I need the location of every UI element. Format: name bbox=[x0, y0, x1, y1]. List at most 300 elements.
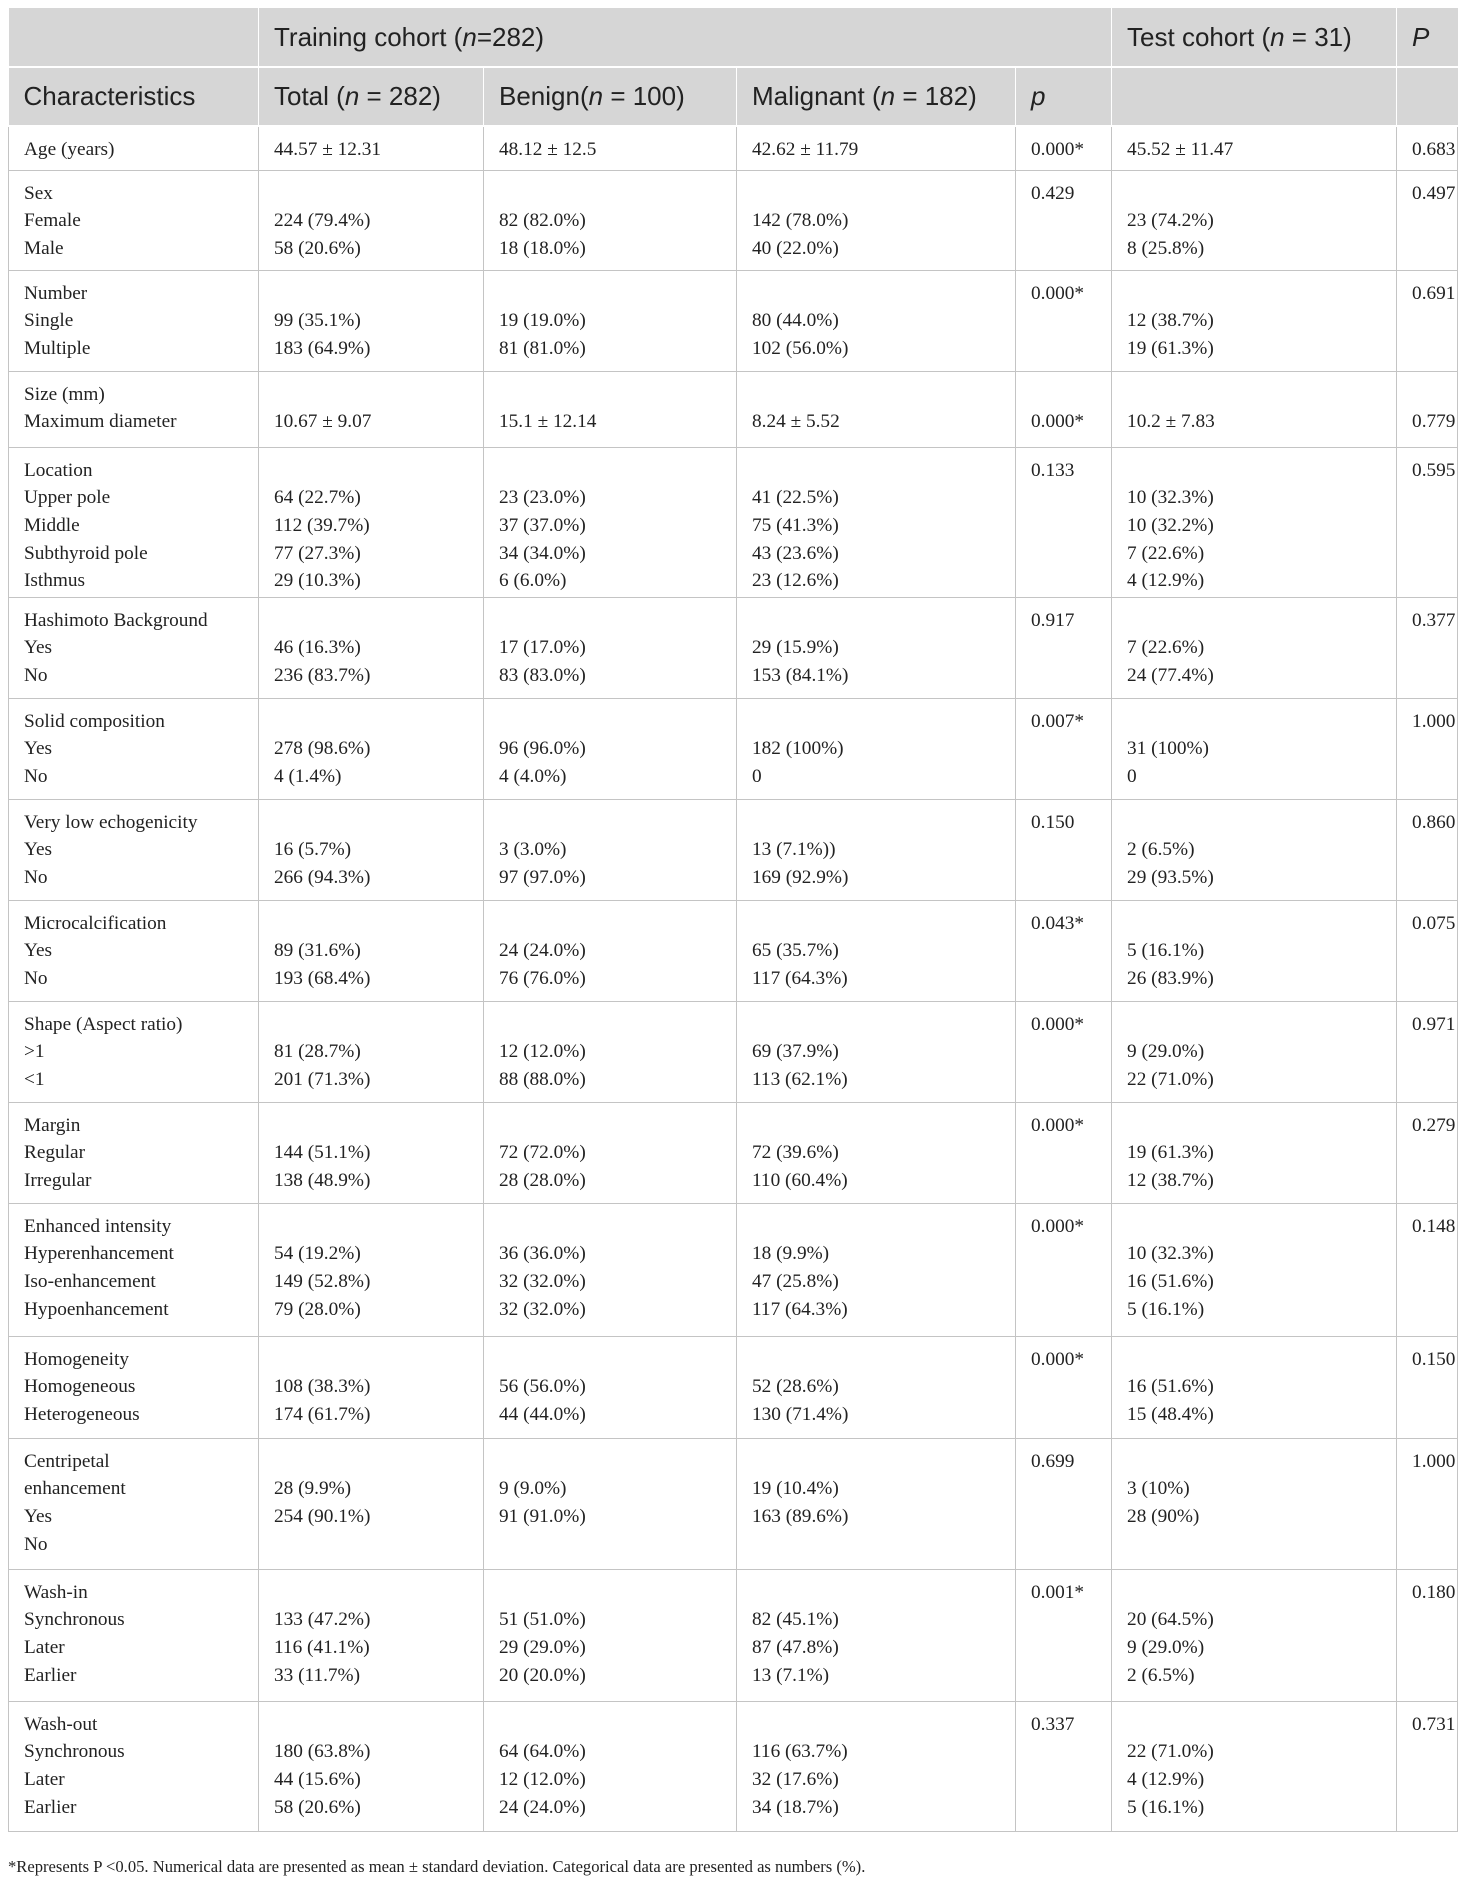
test-cell-line: 10 (32.2%) bbox=[1127, 514, 1214, 536]
total-cell bbox=[259, 447, 484, 597]
total-cell-line: 201 (71.3%) bbox=[274, 1068, 371, 1090]
total-cell bbox=[259, 371, 484, 447]
characteristic-cell-line: Subthyroid pole bbox=[24, 542, 148, 564]
benign-cell-line: 12 (12.0%) bbox=[499, 1041, 586, 1063]
characteristic-cell-line: Hashimoto Background bbox=[24, 609, 208, 631]
benign-cell-line: 24 (24.0%) bbox=[499, 1796, 586, 1818]
characteristic-cell-line: Wash-out bbox=[24, 1713, 98, 1735]
p-test-cell: 1.000 bbox=[1397, 1438, 1458, 1569]
malignant-cell bbox=[737, 1001, 1016, 1102]
table-row bbox=[9, 799, 1458, 900]
header-test-cohort: Test cohort (n = 31) bbox=[1112, 8, 1397, 67]
benign-cell-line: 96 (96.0%) bbox=[499, 738, 586, 760]
malignant-cell-line: 41 (22.5%) bbox=[752, 487, 839, 509]
table-row bbox=[9, 170, 1458, 270]
test-cell-line: 9 (29.0%) bbox=[1127, 1636, 1205, 1658]
total-cell bbox=[259, 1001, 484, 1102]
p-test-cell: 0.148 bbox=[1397, 1203, 1458, 1336]
test-cell-line: 8 (25.8%) bbox=[1127, 237, 1205, 259]
header-test-blank bbox=[1112, 67, 1397, 126]
characteristic-cell-line: Earlier bbox=[24, 1664, 77, 1686]
malignant-cell-line: 72 (39.6%) bbox=[752, 1142, 839, 1164]
characteristic-cell-line: Earlier bbox=[24, 1796, 77, 1818]
benign-cell-line: 29 (29.0%) bbox=[499, 1636, 586, 1658]
benign-cell-line: 19 (19.0%) bbox=[499, 310, 586, 332]
test-cell bbox=[1112, 1203, 1397, 1336]
characteristic-cell bbox=[9, 126, 259, 170]
test-cell bbox=[1112, 1336, 1397, 1438]
benign-cell-line: 34 (34.0%) bbox=[499, 542, 586, 564]
characteristic-cell-line: Single bbox=[24, 310, 74, 332]
benign-cell-line: 51 (51.0%) bbox=[499, 1609, 586, 1631]
test-cell-line: 26 (83.9%) bbox=[1127, 967, 1214, 989]
malignant-cell bbox=[737, 1701, 1016, 1831]
benign-cell-line: 28 (28.0%) bbox=[499, 1169, 586, 1191]
total-cell bbox=[259, 1701, 484, 1831]
benign-cell bbox=[484, 1438, 737, 1569]
malignant-cell bbox=[737, 799, 1016, 900]
characteristic-cell-line: Age (years) bbox=[24, 139, 115, 160]
total-cell-line: 81 (28.7%) bbox=[274, 1041, 361, 1063]
malignant-cell-line: 80 (44.0%) bbox=[752, 310, 839, 332]
p-test-cell: 0.683 bbox=[1397, 126, 1458, 170]
table-header bbox=[9, 8, 1458, 126]
test-cell-line: 22 (71.0%) bbox=[1127, 1068, 1214, 1090]
malignant-cell-line: 75 (41.3%) bbox=[752, 514, 839, 536]
test-cell-line: 28 (90%) bbox=[1127, 1505, 1200, 1527]
characteristic-cell-line: Yes bbox=[24, 940, 53, 962]
test-cell bbox=[1112, 270, 1397, 371]
test-cell-line: 4 (12.9%) bbox=[1127, 570, 1205, 592]
malignant-cell-line: 65 (35.7%) bbox=[752, 940, 839, 962]
malignant-cell-line: 110 (60.4%) bbox=[752, 1169, 848, 1191]
malignant-cell bbox=[737, 270, 1016, 371]
test-cell-line: 12 (38.7%) bbox=[1127, 1169, 1214, 1191]
p-test-cell: 0.279 bbox=[1397, 1102, 1458, 1203]
benign-cell-line: 24 (24.0%) bbox=[499, 940, 586, 962]
test-cell-line: 19 (61.3%) bbox=[1127, 1142, 1214, 1164]
total-cell-line: 33 (11.7%) bbox=[274, 1664, 361, 1686]
malignant-cell-line: 82 (45.1%) bbox=[752, 1609, 839, 1631]
table-row bbox=[9, 900, 1458, 1001]
header-benign: Benign(n = 100) bbox=[484, 67, 737, 126]
benign-cell-line: 72 (72.0%) bbox=[499, 1142, 586, 1164]
benign-cell-line: 56 (56.0%) bbox=[499, 1376, 586, 1398]
table-row bbox=[9, 1001, 1458, 1102]
characteristic-cell-line: Synchronous bbox=[24, 1741, 125, 1763]
total-cell-line: 79 (28.0%) bbox=[274, 1298, 361, 1320]
malignant-cell-line: 32 (17.6%) bbox=[752, 1768, 839, 1790]
benign-cell-line: 88 (88.0%) bbox=[499, 1068, 586, 1090]
test-cell bbox=[1112, 1438, 1397, 1569]
benign-cell bbox=[484, 270, 737, 371]
p-test-cell: 0.150 bbox=[1397, 1336, 1458, 1438]
p-test-cell: 0.731 bbox=[1397, 1701, 1458, 1831]
total-cell bbox=[259, 170, 484, 270]
test-cell-line: 9 (29.0%) bbox=[1127, 1041, 1205, 1063]
header-malignant: Malignant (n = 182) bbox=[737, 67, 1016, 126]
total-cell-line: 58 (20.6%) bbox=[274, 237, 361, 259]
benign-cell bbox=[484, 698, 737, 799]
characteristic-cell-line: Homogeneous bbox=[24, 1376, 136, 1398]
total-cell-line: 77 (27.3%) bbox=[274, 542, 361, 564]
p-test-cell: 0.497 bbox=[1397, 170, 1458, 270]
total-cell-line: 44.57 ± 12.31 bbox=[274, 139, 381, 160]
malignant-cell-line: 117 (64.3%) bbox=[752, 967, 848, 989]
p-training-cell: 0.000* bbox=[1016, 1001, 1112, 1102]
characteristic-cell-line: Maximum diameter bbox=[24, 411, 177, 433]
header-row-columns bbox=[9, 67, 1458, 126]
header-p-test: P bbox=[1397, 8, 1458, 67]
characteristic-cell-line: Centripetal bbox=[24, 1450, 110, 1472]
malignant-cell bbox=[737, 371, 1016, 447]
characteristic-cell-line: Solid composition bbox=[24, 710, 165, 732]
benign-cell-line: 91 (91.0%) bbox=[499, 1505, 586, 1527]
characteristic-cell-line: Upper pole bbox=[24, 487, 111, 509]
total-cell bbox=[259, 1569, 484, 1701]
characteristic-cell-line: No bbox=[24, 664, 48, 686]
p-training-cell: 0.337 bbox=[1016, 1701, 1112, 1831]
p-training-cell: 0.043* bbox=[1016, 900, 1112, 1001]
benign-cell bbox=[484, 170, 737, 270]
total-cell bbox=[259, 597, 484, 698]
total-cell-line: 46 (16.3%) bbox=[274, 637, 361, 659]
test-cell bbox=[1112, 1102, 1397, 1203]
benign-cell-line: 64 (64.0%) bbox=[499, 1741, 586, 1763]
characteristic-cell-line: Yes bbox=[24, 839, 53, 861]
characteristic-cell-line: Yes bbox=[24, 738, 53, 760]
malignant-cell-line: 69 (37.9%) bbox=[752, 1041, 839, 1063]
table-row bbox=[9, 270, 1458, 371]
benign-cell-line: 82 (82.0%) bbox=[499, 210, 586, 232]
characteristic-cell-line: Isthmus bbox=[24, 570, 86, 592]
characteristic-cell bbox=[9, 799, 259, 900]
total-cell-line: 224 (79.4%) bbox=[274, 210, 371, 232]
total-cell-line: 116 (41.1%) bbox=[274, 1636, 370, 1658]
total-cell-line: 278 (98.6%) bbox=[274, 738, 371, 760]
benign-cell bbox=[484, 447, 737, 597]
benign-cell-line: 12 (12.0%) bbox=[499, 1768, 586, 1790]
header-total: Total (n = 282) bbox=[259, 67, 484, 126]
test-cell-line: 5 (16.1%) bbox=[1127, 940, 1205, 962]
characteristic-cell-line: Yes bbox=[24, 1505, 53, 1527]
header-p-blank bbox=[1397, 67, 1458, 126]
p-test-cell: 1.000 bbox=[1397, 698, 1458, 799]
test-cell-line: 31 (100%) bbox=[1127, 738, 1209, 760]
table-container bbox=[8, 8, 1456, 1832]
test-cell bbox=[1112, 371, 1397, 447]
malignant-cell-line: 29 (15.9%) bbox=[752, 637, 839, 659]
total-cell bbox=[259, 1203, 484, 1336]
characteristic-cell-line: Margin bbox=[24, 1114, 81, 1136]
p-training-cell: 0.699 bbox=[1016, 1438, 1112, 1569]
total-cell-line: 16 (5.7%) bbox=[274, 839, 352, 861]
malignant-cell bbox=[737, 597, 1016, 698]
malignant-cell-line: 102 (56.0%) bbox=[752, 337, 849, 359]
p-training-cell: 0.000* bbox=[1016, 371, 1112, 447]
malignant-cell-line: 47 (25.8%) bbox=[752, 1270, 839, 1292]
benign-cell-line: 17 (17.0%) bbox=[499, 637, 586, 659]
characteristic-cell bbox=[9, 270, 259, 371]
test-cell bbox=[1112, 126, 1397, 170]
malignant-cell-line: 117 (64.3%) bbox=[752, 1298, 848, 1320]
characteristic-cell-line: No bbox=[24, 967, 48, 989]
characteristic-cell-line: Later bbox=[24, 1768, 65, 1790]
test-cell-line: 3 (10%) bbox=[1127, 1478, 1190, 1500]
malignant-cell bbox=[737, 126, 1016, 170]
test-cell bbox=[1112, 799, 1397, 900]
malignant-cell-line: 116 (63.7%) bbox=[752, 1741, 848, 1763]
benign-cell bbox=[484, 597, 737, 698]
total-cell-line: 138 (48.9%) bbox=[274, 1169, 371, 1191]
p-test-cell: 0.377 bbox=[1397, 597, 1458, 698]
test-cell-line: 10 (32.3%) bbox=[1127, 487, 1214, 509]
total-cell-line: 58 (20.6%) bbox=[274, 1796, 361, 1818]
total-cell-line: 193 (68.4%) bbox=[274, 967, 371, 989]
benign-cell-line: 9 (9.0%) bbox=[499, 1478, 567, 1500]
p-training-cell: 0.917 bbox=[1016, 597, 1112, 698]
test-cell-line: 23 (74.2%) bbox=[1127, 210, 1214, 232]
characteristics-table bbox=[8, 8, 1458, 1832]
benign-cell bbox=[484, 1203, 737, 1336]
characteristic-cell-line: <1 bbox=[24, 1068, 45, 1090]
header-p-training: p bbox=[1016, 67, 1112, 126]
test-cell-line: 29 (93.5%) bbox=[1127, 866, 1214, 888]
test-cell bbox=[1112, 1001, 1397, 1102]
characteristic-cell bbox=[9, 1701, 259, 1831]
benign-cell-line: 32 (32.0%) bbox=[499, 1298, 586, 1320]
test-cell bbox=[1112, 447, 1397, 597]
test-cell-line: 5 (16.1%) bbox=[1127, 1298, 1205, 1320]
test-cell-line: 2 (6.5%) bbox=[1127, 1664, 1195, 1686]
test-cell-line: 24 (77.4%) bbox=[1127, 664, 1214, 686]
benign-cell bbox=[484, 1001, 737, 1102]
total-cell-line: 10.67 ± 9.07 bbox=[274, 411, 372, 433]
test-cell-line: 15 (48.4%) bbox=[1127, 1403, 1214, 1425]
characteristic-cell bbox=[9, 371, 259, 447]
malignant-cell bbox=[737, 1102, 1016, 1203]
malignant-cell bbox=[737, 447, 1016, 597]
characteristic-cell-line: Male bbox=[24, 237, 64, 259]
total-cell-line: 99 (35.1%) bbox=[274, 310, 361, 332]
total-cell-line: 183 (64.9%) bbox=[274, 337, 371, 359]
test-cell bbox=[1112, 597, 1397, 698]
header-characteristics: Characteristics bbox=[9, 67, 259, 126]
benign-cell-line: 3 (3.0%) bbox=[499, 839, 567, 861]
characteristic-cell-line: Yes bbox=[24, 637, 53, 659]
benign-cell-line: 76 (76.0%) bbox=[499, 967, 586, 989]
header-blank bbox=[9, 8, 259, 67]
test-cell-line: 16 (51.6%) bbox=[1127, 1270, 1214, 1292]
benign-cell-line: 48.12 ± 12.5 bbox=[499, 139, 597, 160]
total-cell bbox=[259, 698, 484, 799]
characteristic-cell bbox=[9, 447, 259, 597]
malignant-cell bbox=[737, 1203, 1016, 1336]
characteristic-cell-line: Multiple bbox=[24, 337, 91, 359]
benign-cell-line: 37 (37.0%) bbox=[499, 514, 586, 536]
table-row bbox=[9, 597, 1458, 698]
characteristic-cell-line: enhancement bbox=[24, 1478, 126, 1500]
benign-cell-line: 44 (44.0%) bbox=[499, 1403, 586, 1425]
total-cell-line: 236 (83.7%) bbox=[274, 664, 371, 686]
benign-cell-line: 83 (83.0%) bbox=[499, 664, 586, 686]
malignant-cell-line: 52 (28.6%) bbox=[752, 1376, 839, 1398]
characteristic-cell-line: Iso-enhancement bbox=[24, 1270, 156, 1292]
characteristic-cell-line: Location bbox=[24, 459, 93, 481]
test-cell bbox=[1112, 900, 1397, 1001]
test-cell-line: 5 (16.1%) bbox=[1127, 1796, 1205, 1818]
test-cell-line: 45.52 ± 11.47 bbox=[1127, 139, 1234, 160]
benign-cell-line: 18 (18.0%) bbox=[499, 237, 586, 259]
benign-cell-line: 23 (23.0%) bbox=[499, 487, 586, 509]
characteristic-cell-line: Middle bbox=[24, 514, 80, 536]
benign-cell-line: 20 (20.0%) bbox=[499, 1664, 586, 1686]
header-training-cohort: Training cohort (n=282) bbox=[259, 8, 1112, 67]
table-row bbox=[9, 1203, 1458, 1336]
table-row bbox=[9, 1701, 1458, 1831]
benign-cell-line: 81 (81.0%) bbox=[499, 337, 586, 359]
characteristic-cell-line: >1 bbox=[24, 1041, 45, 1063]
characteristic-cell-line: No bbox=[24, 866, 48, 888]
test-cell bbox=[1112, 170, 1397, 270]
p-test-cell: 0.691 bbox=[1397, 270, 1458, 371]
total-cell-line: 64 (22.7%) bbox=[274, 487, 361, 509]
malignant-cell-line: 42.62 ± 11.79 bbox=[752, 139, 859, 160]
test-cell bbox=[1112, 1701, 1397, 1831]
total-cell-line: 180 (63.8%) bbox=[274, 1741, 371, 1763]
test-cell-line: 7 (22.6%) bbox=[1127, 542, 1205, 564]
malignant-cell-line: 40 (22.0%) bbox=[752, 237, 839, 259]
benign-cell bbox=[484, 1336, 737, 1438]
table-row bbox=[9, 698, 1458, 799]
test-cell-line: 12 (38.7%) bbox=[1127, 310, 1214, 332]
test-cell-line: 10.2 ± 7.83 bbox=[1127, 411, 1215, 433]
total-cell-line: 28 (9.9%) bbox=[274, 1478, 352, 1500]
total-cell-line: 149 (52.8%) bbox=[274, 1270, 371, 1292]
malignant-cell-line: 8.24 ± 5.52 bbox=[752, 411, 840, 433]
total-cell-line: 266 (94.3%) bbox=[274, 866, 371, 888]
total-cell-line: 112 (39.7%) bbox=[274, 514, 370, 536]
malignant-cell bbox=[737, 1336, 1016, 1438]
total-cell-line: 29 (10.3%) bbox=[274, 570, 361, 592]
benign-cell bbox=[484, 799, 737, 900]
malignant-cell-line: 113 (62.1%) bbox=[752, 1068, 848, 1090]
characteristic-cell-line: Homogeneity bbox=[24, 1348, 129, 1370]
malignant-cell-line: 163 (89.6%) bbox=[752, 1505, 849, 1527]
test-cell-line: 4 (12.9%) bbox=[1127, 1768, 1205, 1790]
characteristic-cell bbox=[9, 900, 259, 1001]
table-row bbox=[9, 371, 1458, 447]
characteristic-cell-line: No bbox=[24, 765, 48, 787]
characteristic-cell-line: Microcalcification bbox=[24, 912, 167, 934]
characteristic-cell-line: Number bbox=[24, 282, 88, 304]
p-training-cell: 0.007* bbox=[1016, 698, 1112, 799]
malignant-cell bbox=[737, 900, 1016, 1001]
malignant-cell-line: 34 (18.7%) bbox=[752, 1796, 839, 1818]
total-cell-line: 89 (31.6%) bbox=[274, 940, 361, 962]
characteristic-cell-line: Hypoenhancement bbox=[24, 1298, 169, 1320]
table-row bbox=[9, 1102, 1458, 1203]
p-test-cell: 0.595 bbox=[1397, 447, 1458, 597]
total-cell-line: 133 (47.2%) bbox=[274, 1609, 371, 1631]
malignant-cell bbox=[737, 1438, 1016, 1569]
p-training-cell: 0.000* bbox=[1016, 1102, 1112, 1203]
characteristic-cell bbox=[9, 597, 259, 698]
characteristic-cell bbox=[9, 1102, 259, 1203]
p-training-cell: 0.001* bbox=[1016, 1569, 1112, 1701]
malignant-cell-line: 0 bbox=[752, 765, 762, 787]
test-cell-line: 22 (71.0%) bbox=[1127, 1741, 1214, 1763]
total-cell bbox=[259, 1102, 484, 1203]
malignant-cell-line: 130 (71.4%) bbox=[752, 1403, 849, 1425]
benign-cell-line: 6 (6.0%) bbox=[499, 570, 567, 592]
total-cell-line: 174 (61.7%) bbox=[274, 1403, 371, 1425]
characteristic-cell bbox=[9, 170, 259, 270]
benign-cell-line: 97 (97.0%) bbox=[499, 866, 586, 888]
p-test-cell: 0.779 bbox=[1397, 371, 1458, 447]
characteristic-cell bbox=[9, 1001, 259, 1102]
malignant-cell-line: 18 (9.9%) bbox=[752, 1243, 830, 1265]
malignant-cell-line: 23 (12.6%) bbox=[752, 570, 839, 592]
characteristic-cell-line: No bbox=[24, 1533, 48, 1555]
malignant-cell-line: 13 (7.1%) bbox=[752, 1664, 830, 1686]
p-test-cell: 0.860 bbox=[1397, 799, 1458, 900]
benign-cell bbox=[484, 1102, 737, 1203]
header-row-cohorts bbox=[9, 8, 1458, 67]
benign-cell-line: 32 (32.0%) bbox=[499, 1270, 586, 1292]
malignant-cell-line: 153 (84.1%) bbox=[752, 664, 849, 686]
malignant-cell-line: 19 (10.4%) bbox=[752, 1478, 839, 1500]
test-cell-line: 10 (32.3%) bbox=[1127, 1243, 1214, 1265]
characteristic-cell-line: Female bbox=[24, 210, 81, 232]
test-cell-line: 0 bbox=[1127, 765, 1137, 787]
p-test-cell: 0.971 bbox=[1397, 1001, 1458, 1102]
characteristic-cell bbox=[9, 698, 259, 799]
benign-cell bbox=[484, 1569, 737, 1701]
characteristic-cell-line: Synchronous bbox=[24, 1609, 125, 1631]
malignant-cell-line: 13 (7.1%)) bbox=[752, 839, 836, 861]
p-training-cell: 0.000* bbox=[1016, 126, 1112, 170]
malignant-cell bbox=[737, 170, 1016, 270]
characteristic-cell-line: Later bbox=[24, 1636, 65, 1658]
table-row bbox=[9, 126, 1458, 170]
characteristic-cell-line: Sex bbox=[24, 182, 53, 204]
total-cell-line: 4 (1.4%) bbox=[274, 765, 342, 787]
total-cell bbox=[259, 1438, 484, 1569]
malignant-cell bbox=[737, 698, 1016, 799]
total-cell bbox=[259, 270, 484, 371]
characteristic-cell-line: Hyperenhancement bbox=[24, 1243, 174, 1265]
total-cell bbox=[259, 900, 484, 1001]
total-cell-line: 44 (15.6%) bbox=[274, 1768, 361, 1790]
table-footnote: *Represents P <0.05. Numerical data are presented as mean ± standard deviation. Categorical data are presented as numbers (%). bbox=[8, 1857, 866, 1876]
characteristic-cell-line: Regular bbox=[24, 1142, 86, 1164]
characteristic-cell-line: Very low echogenicity bbox=[24, 811, 198, 833]
characteristic-cell bbox=[9, 1569, 259, 1701]
test-cell-line: 16 (51.6%) bbox=[1127, 1376, 1214, 1398]
p-training-cell: 0.133 bbox=[1016, 447, 1112, 597]
benign-cell bbox=[484, 126, 737, 170]
total-cell-line: 144 (51.1%) bbox=[274, 1142, 371, 1164]
benign-cell-line: 4 (4.0%) bbox=[499, 765, 567, 787]
p-training-cell: 0.000* bbox=[1016, 1203, 1112, 1336]
total-cell-line: 108 (38.3%) bbox=[274, 1376, 371, 1398]
p-training-cell: 0.150 bbox=[1016, 799, 1112, 900]
p-training-cell: 0.000* bbox=[1016, 1336, 1112, 1438]
characteristic-cell-line: Heterogeneous bbox=[24, 1403, 140, 1425]
benign-cell-line: 15.1 ± 12.14 bbox=[499, 411, 597, 433]
benign-cell bbox=[484, 1701, 737, 1831]
